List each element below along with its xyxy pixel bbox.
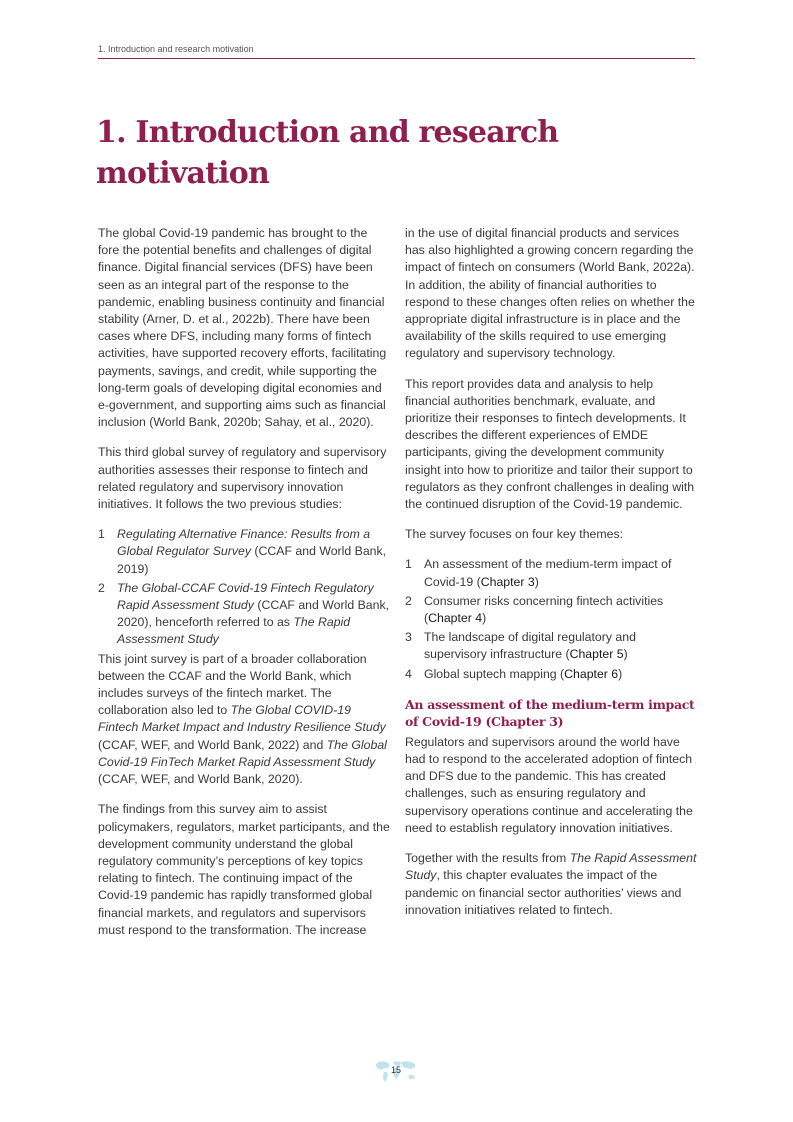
text-run: This joint survey is part of a broader collaboration between the CCAF and the World Bank, which includes surveys of the fintech market. The collaboration also led to [98,651,367,718]
list-item [405,666,697,683]
list-number: 2 [98,580,105,595]
right-column [405,225,697,919]
study-title: Regulating Alternative Finance: Results from a Global Regulator Survey [117,527,371,559]
chapter-reference: Chapter 4 [428,611,483,626]
left-column [98,225,390,939]
study-citation: (CCAF and World Bank, 2020), henceforth referred to as [117,598,390,630]
theme-text: Consumer risks concerning fintech activities ( [424,593,664,626]
study-title: The Global Covid-19 FinTech Market Rapid Assessment Study [98,737,387,769]
list-number: 1 [405,557,412,572]
chapter-reference: Chapter 3 [480,574,535,589]
list-number: 1 [98,527,105,542]
page-title: 1. Introduction and research motivation [96,115,559,191]
list-number: 2 [405,593,412,608]
study-title: The Rapid Assessment Study [405,851,697,883]
report-paragraph: This report provides data and analysis to help financial authorities benchmark, evaluate, and prioritize their responses to fintech developments. It describes the different experiences of EMDE participants, giving the development community insight into how to prioritize and tailor their support to regulators as they confront challenges in dealing with the continued disruption of the Covid-19 pandemic. [405,376,695,512]
list-item [98,580,390,649]
list-item [405,556,697,590]
theme-text: An assessment of the medium-term impact of Covid-19 ( [424,557,672,589]
study-title: The Global-CCAF Covid-19 Fintech Regulatory Rapid Assessment Study [117,580,374,613]
themes-intro: The survey focuses on four key themes: [405,527,624,542]
previous-studies-list [98,526,390,648]
themes-list [405,556,697,682]
theme-text: The landscape of digital regulatory and supervisory infrastructure ( [424,630,636,662]
text-run: (CCAF, WEF, and World Bank, 2022) and [98,737,327,752]
text-run: ) [623,647,628,662]
text-run: Together with the results from [405,851,570,866]
regulators-paragraph: Regulators and supervisors around the world have had to respond to the accelerated adoption of fintech and DFS due to the pandemic. This has created challenges, such as ensuring regulatory and supervisory operations continue and accelerating the need to establish regulatory innovation initiatives. [405,734,693,835]
text-run: ) [482,611,487,626]
list-number: 4 [405,666,412,681]
text-run: , this chapter evaluates the impact of the pandemic on financial sector authorities’ views and innovation initiatives related to fintech. [405,868,682,917]
study-short-name: The Rapid Assessment Study [117,615,351,647]
list-item [98,526,390,578]
list-item [405,593,697,627]
theme-text: Global suptech mapping ( [424,666,565,681]
continuation-paragraph: in the use of digital financial products and services has also highlighted a growing concern regarding the impact of fintech on consumers (World Bank, 2022a). In addition, the ability of financial authorities to respond to these changes often relies on whether the appropriate digital infrastructure is in place and the availability of the skills required to use emerging regulatory and supervisory technology. [405,226,695,361]
text-run: (CCAF, WEF, and World Bank, 2020). [98,772,303,787]
list-number: 3 [405,630,412,645]
chapter-reference: Chapter 5 [569,647,624,662]
page-number: 15 [390,1065,401,1075]
study-citation: (CCAF and World Bank, 2019) [117,544,387,576]
page-footer [372,1058,420,1086]
text-run: ) [534,574,539,589]
running-header: 1. Introduction and research motivation [98,44,695,59]
collaboration-paragraph [98,651,390,789]
text-run: ) [618,666,623,681]
chapter-summary-paragraph [405,850,697,919]
findings-paragraph: The findings from this survey aim to assist policymakers, regulators, market participants, and the development community understand the global regulatory community’s perceptions of key topics relating to fintech. The continuing impact of the Covid-19 pandemic has rapidly transformed global financial markets, and regulators and supervisors must respond to the transformation. The increase [98,802,390,937]
section-subheading: An assessment of the medium-term impact of Covid-19 (Chapter 3) [405,696,695,729]
study-title: The Global COVID-19 Fintech Market Impact and Industry Resilience Study [98,703,386,735]
chapter-reference: Chapter 6 [564,666,619,681]
survey-paragraph: This third global survey of regulatory and supervisory authorities assesses their response to fintech and related regulatory and supervisory innovation initiatives. It follows the two previous studies: [98,445,387,512]
list-item [405,629,697,663]
intro-paragraph: The global Covid-19 pandemic has brought to the fore the potential benefits and challenges of digital finance. Digital financial services (DFS) have been seen as an integral part of the response to the pandemic, enabling business continuity and financial stability (Arner, D. et al., 2022b). There have been cases where DFS, including many forms of fintech activities, have supported recovery efforts, facilitating payments, savings, and credit, while supporting the long-term goals of developing digital economies and e-government, and supporting aims such as financial inclusion (World Bank, 2020b; Sahay, et al., 2020). [98,226,387,430]
